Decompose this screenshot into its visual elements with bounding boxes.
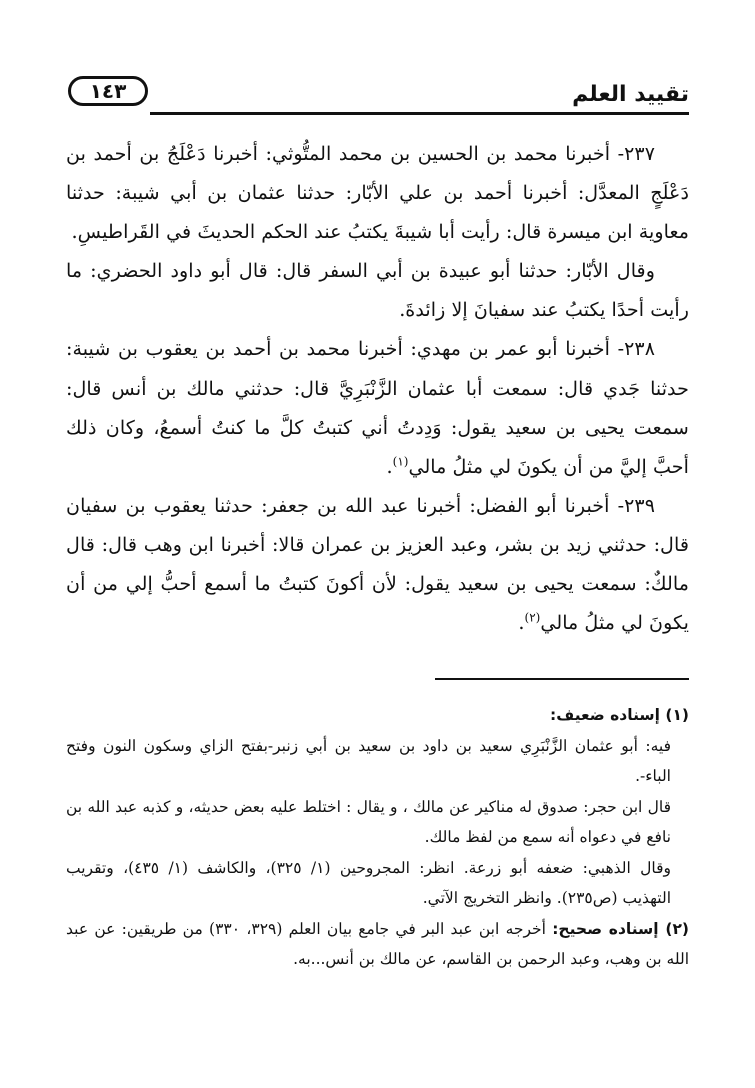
paragraph-238 <box>66 329 689 485</box>
sentence-end: . <box>386 454 393 478</box>
sentence-end: . <box>518 611 525 635</box>
footnote-1-line: قال ابن حجر: صدوق له مناكير عن مالك ، و يقال : اختلط عليه بعض حديثه، و كذبه عبد الله بن نافع في دعواه أنه سمع من لفظ مالك. <box>66 797 671 846</box>
paragraph-text: ٢٣٨- أخبرنا أبو عمر بن مهدي: أخبرنا محمد بن أحمد بن يعقوب بن شيبة: حدثنا جَدي قال: سمعت أبا عثمان الزَّنْبَرِيَّ قال: حدثني مالك بن أنس قال: سمعت يحيى بن سعيد يقول: وَدِدتُ أني كتبتُ كلَّ ما كنتُ أسمعُ، وكان ذلك أحبَّ إليَّ من أن يكونَ لي مثلُ مالي <box>66 337 689 478</box>
running-title: تقييد العلم <box>572 82 689 107</box>
footnote-ref-2[interactable]: (٢) <box>524 610 541 625</box>
main-text <box>66 134 689 642</box>
paragraph-237 <box>66 134 689 251</box>
footnote-1-heading: (١) إسناده ضعيف: <box>550 706 689 724</box>
paragraph-text: ٢٣٩- أخبرنا أبو الفضل: أخبرنا عبد الله بن جعفر: حدثنا يعقوب بن سفيان قال: حدثني زيد بن بشر، وعبد العزيز بن عمران قالا: أخبرنا ابن وهب قال: قال مالكٌ: سمعت يحيى بن سعيد يقول: لأن أكونَ كتبتُ ما أسمع أحبُّ إلي من أن يكونَ لي مثلُ مالي <box>66 493 689 635</box>
footnote-2-text: أخرجه ابن عبد البر في جامع بيان العلم (٣٢٩، ٣٣٠) من طريقين: عن عبد الله بن وهب، وعبد الرحمن بن القاسم، عن مالك بن أنس...به. <box>66 919 689 968</box>
header-rule <box>150 112 689 115</box>
paragraph-239 <box>66 486 689 642</box>
footnote-1-line: فيه: أبو عثمان الزَّنْبَرِي سعيد بن داود بن سعيد بن أبي زنبر-بفتح الزاي وسكون النون وفتح الباء-. <box>66 736 671 785</box>
page-header <box>68 74 689 116</box>
footnote-ref-1[interactable]: (١) <box>392 454 409 469</box>
page-number: ١٤٣ <box>68 76 148 106</box>
paragraph-text: ٢٣٧- أخبرنا محمد بن الحسين بن محمد المتُّوثي: أخبرنا دَعْلَجُ بن أحمد بن دَعْلَجٍ المعدَّل: أخبرنا أحمد بن علي الأبّار: حدثنا عثمان بن أبي شيبة: حدثنا معاوية ابن ميسرة قال: رأيت أبا شيبةَ يكتبُ عند الحكم الحديثَ في القَراطيسِ. <box>66 142 689 244</box>
footnote-separator <box>435 678 689 680</box>
footnote-2-heading: (٢) إسناده صحيح: <box>552 919 689 938</box>
footnote-1-line: وقال الذهبي: ضعفه أبو زرعة. انظر: المجروحين (١/ ٣٢٥)، والكاشف (١/ ٤٣٥)، وتقريب التهذيب (ص٢٣٥). وانظر التخريج الآتي. <box>66 858 672 907</box>
footnote-2 <box>66 914 689 975</box>
paragraph-abbar <box>66 251 689 329</box>
footnotes <box>66 700 689 975</box>
paragraph-text: وقال الأبّار: حدثنا أبو عبيدة بن أبي السفر قال: قال أبو داود الحضري: ما رأيت أحدًا يكتبُ عند سفيانَ إلا زائدةَ. <box>66 259 689 322</box>
